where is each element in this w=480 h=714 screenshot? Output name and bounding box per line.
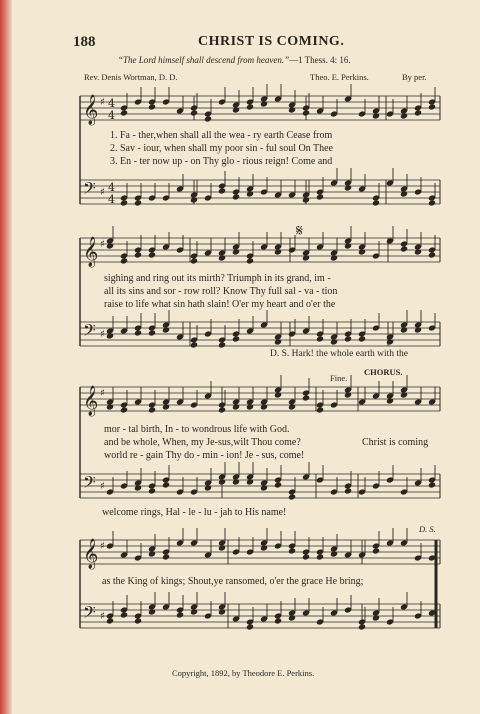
system1-treble-note [428,103,436,110]
system2-treble-note [414,248,422,255]
system1-bass-note [302,196,310,203]
system1-verse3: 3. En - ter now up - on Thy glo - rious reign! Come and [110,156,333,167]
system3-bass-note [134,484,142,491]
system3-bass-note [274,481,282,488]
system3-verse2: and be whole, When, my Je-sus,wilt Thou come? [104,437,301,448]
system2-bass-note [106,332,114,339]
system2-bass-note [148,329,156,336]
system1-bass-note [428,199,436,206]
system3-bass-note [428,481,436,488]
system2-treble-clef: 𝄞 [83,237,99,267]
system3-bass-note [344,487,352,494]
system2-treble-note [120,257,128,264]
system4-bass-note [372,614,380,621]
system4-treble-note [260,544,268,551]
system4-bass-note [190,608,198,615]
lyricist-credit: Rev. Denis Wortman, D. D. [84,72,178,82]
system4-key-signature: ♯ [100,541,105,552]
system2-treble-note [344,242,352,249]
fine-mark: Fine. [330,373,348,383]
system3-treble-note [302,394,310,401]
system1-key-signature: ♯ [100,97,105,108]
system3-bass-note [148,487,156,494]
system1-treble-note [120,109,128,116]
system4-bass-note [218,608,226,615]
chorus-label: CHORUS. [364,367,403,377]
system2-bass-note [134,329,142,336]
system3-treble-clef: 𝄞 [83,386,99,416]
system3-treble-note [316,406,324,413]
system4-bass-note [274,617,282,624]
epigraph-quote: “The Lord himself shall descend from heaven.” [118,55,290,65]
system3-treble-note [246,403,254,410]
system3-treble-note [106,403,114,410]
permission-note: By per. [402,72,427,82]
hymn-title: CHRIST IS COMING. [198,34,345,49]
system3-bass-clef: 𝄢 [83,472,96,496]
system2-treble-note [274,248,282,255]
system1-meter: 4 [108,193,115,206]
epigraph-reference: —1 Thess. 4: 16. [289,55,351,65]
system1-meter: 4 [108,109,115,122]
system4-treble-note [316,553,324,560]
system1-treble-note [148,103,156,110]
system2-bass-note [190,341,198,348]
system1-treble-note [414,109,422,116]
system2-bass-clef: 𝄢 [83,320,96,344]
system4-bass-note [288,614,296,621]
system1-treble-note [400,112,408,119]
system1-treble-note [288,106,296,113]
system1-treble-clef: 𝄞 [83,95,99,125]
system4-treble-note [330,550,338,557]
system1-treble-note [302,109,310,116]
system2-verse3: raise to life what sin hath slain! O'er my heart and o'er the [104,299,336,310]
system1-bass-note [344,184,352,191]
system4-treble-note [288,547,296,554]
system3-bass-note [246,478,254,485]
system1-treble-note [190,109,198,116]
system3-key-signature: ♯ [100,481,105,492]
system3-treble-note [162,403,170,410]
system3-treble-note [288,403,296,410]
system1-key-signature: ♯ [100,187,105,198]
system1-treble-note [232,106,240,113]
system3-treble-note [344,391,352,398]
system2-bass-note [232,335,240,342]
system3-treble-note [386,397,394,404]
system3-bass-note [162,481,170,488]
system4-treble-clef: 𝄞 [83,539,99,569]
system3-treble-note [260,403,268,410]
system1-treble-note [260,100,268,107]
system2-bass-note [316,335,324,342]
system1-bass-note [400,190,408,197]
system4-bass-note [176,611,184,618]
system4-treble-note [162,553,170,560]
system2-treble-note [246,257,254,264]
system1-treble-note [246,103,254,110]
system1-bass-note [246,190,254,197]
ds-lyric: D. S. Hark! the whole earth with the [270,349,408,359]
system1-bass-note [190,196,198,203]
system1-treble-note [372,112,380,119]
system4-bass-note [106,617,114,624]
system1-bass-note [316,193,324,200]
system1-meter: 4 [108,97,115,110]
system2-treble-note [148,251,156,258]
copyright-notice: Copyright, 1892, by Theodore E. Perkins. [172,668,315,678]
system2-treble-note [190,257,198,264]
segno-sign: 𝄋 [296,221,303,240]
chorus-lyric: Christ is coming [362,437,429,448]
system4-key-signature: ♯ [100,611,105,622]
system4-lyric: as the King of kings; Shout,ye ransomed, o'er the grace He bring; [102,576,364,587]
system2-key-signature: ♯ [100,239,105,250]
system2-bass-note [386,338,394,345]
system3-treble-note [400,391,408,398]
system2-treble-note [232,248,240,255]
system3-bass-note [288,493,296,500]
system1-verse1: 1. Fa - ther,when shall all the wea - ry earth Cease from [110,130,333,141]
system2-treble-note [134,251,142,258]
system3-key-signature: ♯ [100,388,105,399]
ds-mark: D. S. [419,524,436,534]
system2-key-signature: ♯ [100,329,105,340]
system3-treble-note [218,406,226,413]
system4-bass-note [246,623,254,630]
system4-bass-note [120,611,128,618]
system1-bass-note [232,193,240,200]
composer-credit: Theo. E. Perkins. [310,72,369,82]
system4-bass-note [148,608,156,615]
system1-bass-note [120,199,128,206]
system4-bass-note [358,623,366,630]
system2-treble-note [218,254,226,261]
system3-bass-note [260,484,268,491]
system4-treble-note [302,553,310,560]
page-number: 188 [73,34,96,50]
system2-bass-note [358,335,366,342]
system1-bass-clef: 𝄢 [83,178,96,202]
system3-bass-note [204,484,212,491]
system4-treble-note [148,550,156,557]
system2-bass-note [400,326,408,333]
system2-treble-note [400,245,408,252]
system2-bass-note [274,338,282,345]
system2-verse1: sighing and ring out its mirth? Triumph in its grand, im - [104,273,331,284]
system3-lower-lyric: welcome rings, Hal - le - lu - jah to His name! [102,507,287,518]
system1-bass-note [134,199,142,206]
system3-verse1: mor - tal birth, In - to wondrous life with God. [104,424,290,435]
system4-bass-clef: 𝄢 [83,602,96,626]
system4-bass-note [134,617,142,624]
system1-bass-note [218,187,226,194]
system2-bass-note [218,341,226,348]
system2-treble-note [330,254,338,261]
system1-bass-note [372,199,380,206]
system1-meter: 4 [108,181,115,194]
system2-bass-note [330,338,338,345]
system3-treble-note [274,391,282,398]
system2-bass-note [414,326,422,333]
system3-treble-note [232,403,240,410]
system3-treble-note [148,406,156,413]
system2-bass-note [344,335,352,342]
system2-treble-note [358,248,366,255]
system4-treble-note [372,547,380,554]
system2-treble-note [302,254,310,261]
system2-verse2: all its sins and sor - row roll? Know Thy full sal - va - tion [104,286,338,297]
system1-verse2: 2. Sav - iour, when shall my poor sin - ful soul On Thee [110,143,333,154]
system2-bass-note [162,326,170,333]
system3-bass-note [232,478,240,485]
system3-bass-note [218,478,226,485]
system3-treble-note [120,406,128,413]
system2-treble-note [106,242,114,249]
system2-treble-note [428,251,436,258]
system3-verse3: world re - gain Thy do - min - ion! Je - sus, come! [104,450,305,461]
system4-treble-note [218,544,226,551]
system1-treble-note [204,115,212,122]
